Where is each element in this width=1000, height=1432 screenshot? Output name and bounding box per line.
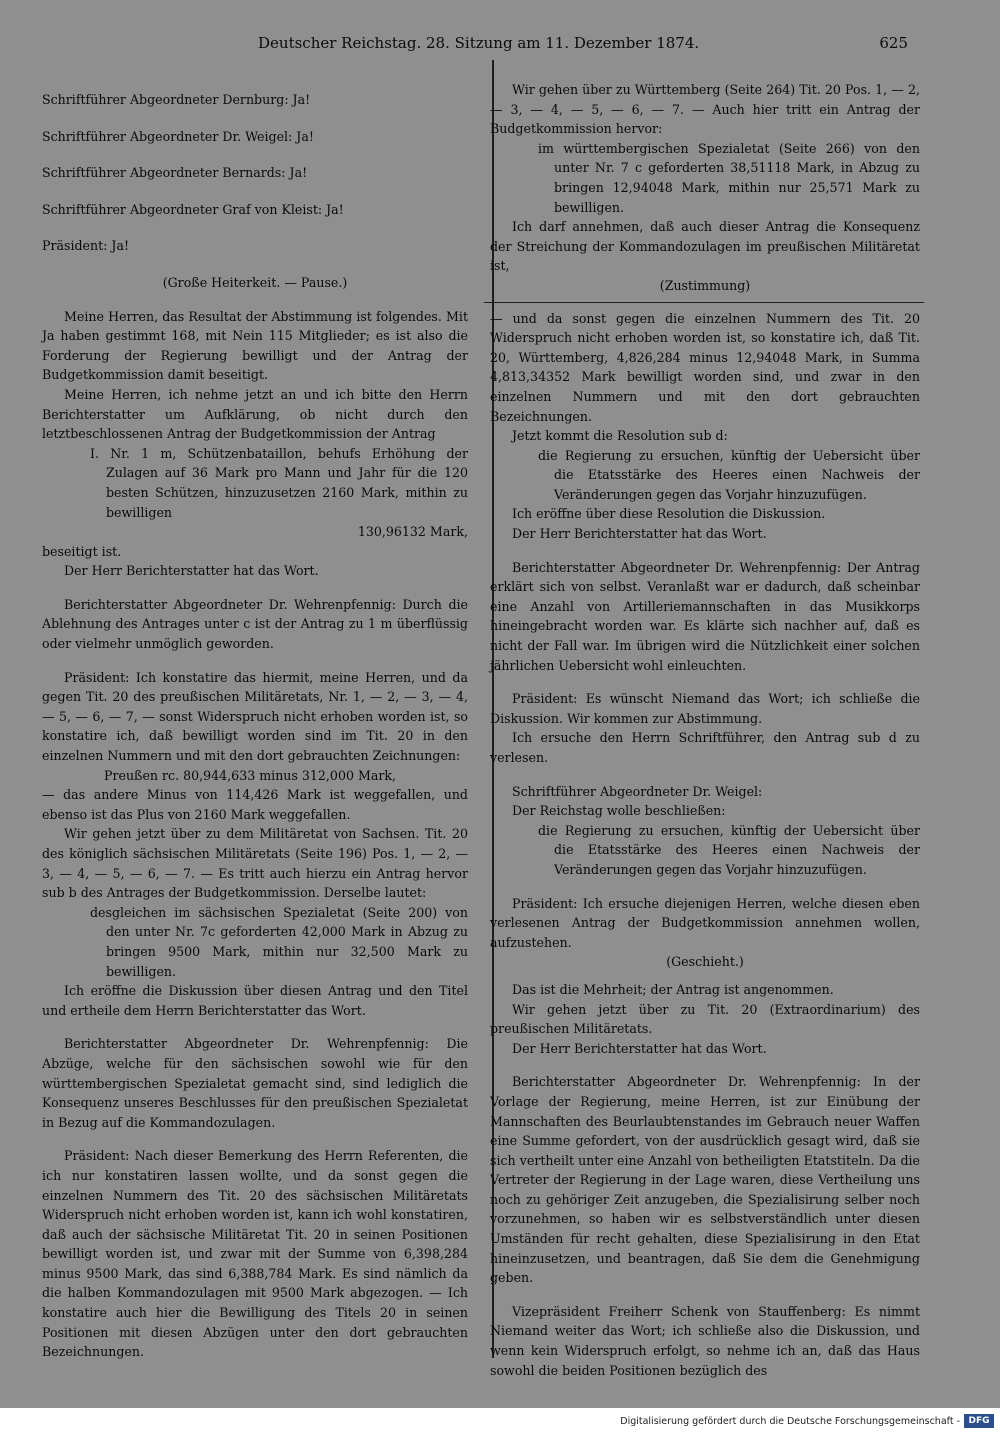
paragraph: Das ist die Mehrheit; der Antrag ist angenommen. — [512, 981, 834, 997]
separator-rule — [484, 302, 924, 303]
paragraph: die Regierung zu ersuchen, künftig der Uebersicht über die Etatsstärke des Heeres einen Nachweis der Veränderungen gegen das Vorjahr hinzuzufügen. — [538, 822, 920, 877]
paragraph: Schriftführer Abgeordneter Dr. Weigel: Ja! — [42, 128, 314, 144]
paragraph: Schriftführer Abgeordneter Bernards: Ja! — [42, 165, 308, 181]
paragraph: Schriftführer Abgeordneter Dr. Weigel: — [512, 783, 763, 799]
paragraph: Meine Herren, ich nehme jetzt an und ich bitte den Herrn Berichterstatter um Aufklärung, ob nicht durch den letztbeschlossenen Antrag der Budgetkommission der Antrag — [42, 386, 468, 442]
paragraph: Der Herr Berichterstatter hat das Wort. — [512, 526, 767, 542]
paragraph: Schriftführer Abgeordneter Dernburg: Ja! — [42, 92, 311, 107]
paragraph: Wir gehen jetzt über zu Tit. 20 (Extraordinarium) des preußischen Militäretats. — [490, 1001, 920, 1037]
paragraph: (Geschieht.) — [666, 954, 744, 970]
paragraph: Präsident: Nach dieser Bemerkung des Herrn Referenten, die ich nur konstatiren lassen wollte, und da sonst gegen die einzelnen Nummern des Tit. 20 des sächsischen Militäretats Widerspruch nicht erhoben worden ist, kann ich wohl konstatiren, daß auch der sächsische Militäretat Tit. 20 in seinen Positionen bewilligt worden ist, und zwar mit der Summe von 6,398,284 minus 9500 Mark, das sind 6,388,784 Mark. Es sind nämlich da die halben Kommandozulagen mit 9500 Mark abgezogen. — Ich konstatire auch hier die Bewilligung des Titels 20 in seinen Positionen mit diesen Abzügen unter den dort gebrauchten Bezeichnungen. — [42, 1148, 468, 1360]
paragraph: Schriftführer Abgeordneter Graf von Kleist: Ja! — [42, 201, 344, 217]
paragraph: (Zustimmung) — [659, 277, 751, 293]
paragraph: Berichterstatter Abgeordneter Dr. Wehrenpfennig: Die Abzüge, welche für den sächsischen sowohl wie für den württembergischen Spezialetat gemacht sind, sind lediglich die Konsequenz unseres Beschlusses für den preußischen Spezialetat in Bezug auf die Kommandozulagen. — [42, 1036, 468, 1130]
paragraph: Der Herr Berichterstatter hat das Wort. — [512, 1040, 767, 1056]
paragraph: Präsident: Ich konstatire das hiermit, meine Herren, und da gegen Tit. 20 des preußischen Militäretats, Nr. 1, — 2, — 3, — 4, — 5, — 6, — 7, — sonst Widerspruch nicht erhoben worden ist, so konstatire ich, daß bewilligt worden sind im Tit. 20 in den einzelnen Nummern und mit den dort gebrauchten Zeichnungen: — [42, 669, 468, 764]
paragraph: Berichterstatter Abgeordneter Dr. Wehrenpfennig: Der Antrag erklärt sich von selbst. Veranlaßt war er dadurch, daß scheinbar eine Anzahl von Artilleriemannschaften in das Musikkorps hineingebracht worden war. Es klärte sich nachher auf, daß es nicht der Fall war. Im übrigen wird die Nützlichkeit einer solchen jährlichen Uebersicht wohl einleuchten. — [490, 559, 920, 673]
paragraph: Der Herr Berichterstatter hat das Wort. — [64, 563, 319, 579]
left-column — [42, 90, 468, 1362]
paragraph: Wir gehen jetzt über zu dem Militäretat von Sachsen. Tit. 20 des königlich sächsischen Militäretats (Seite 196) Pos. 1, — 2, — 3, — 4, — 5, — 6, — 7. — Es tritt auch hierzu ein Antrag hervor sub b des Antrages der Budgetkommission. Derselbe lautet: — [42, 826, 468, 901]
right-column — [490, 80, 920, 1380]
paragraph: — und da sonst gegen die einzelnen Nummern des Tit. 20 Widerspruch nicht erhoben worden ist, so konstatire ich, daß Tit. 20, Württemberg, 4,826,284 minus 12,94048 Mark, in Summa 4,813,34352 Mark bewilligt worden sind, und zwar in den einzelnen Nummern und mit den dort gebrauchten Bezeichnungen. — [490, 310, 920, 424]
footer — [0, 1414, 1000, 1432]
paragraph: (Große Heiterkeit. — Pause.) — [162, 274, 348, 290]
paragraph: Preußen rc. 80,944,633 minus 312,000 Mark, — [104, 767, 397, 783]
paragraph: Ich darf annehmen, daß auch dieser Antrag die Konsequenz der Streichung der Kommandozulagen im preußischen Militäretat ist, — [490, 219, 920, 274]
running-title: Deutscher Reichstag. 28. Sitzung am 11. Dezember 1874. — [258, 34, 700, 52]
dfg-logo: DFG — [964, 1414, 994, 1428]
paragraph: Der Reichstag wolle beschließen: — [512, 803, 726, 819]
paragraph: Wir gehen über zu Württemberg (Seite 264) Tit. 20 Pos. 1, — 2, — 3, — 4, — 5, — 6, — 7. — Auch hier tritt ein Antrag der Budgetkommission hervor: — [490, 82, 920, 137]
paragraph: Meine Herren, das Resultat der Abstimmung ist folgendes. Mit Ja haben gestimmt 168, mit Nein 115 Mitglieder; es ist also die Forderung der Regierung bewilligt und der Antrag der Budgetkommission damit beseitigt. — [42, 308, 468, 383]
page-number: 625 — [879, 34, 908, 52]
paragraph: im württembergischen Spezialetat (Seite 266) von den unter Nr. 7 c geforderten 38,51118 Mark, in Abzug zu bringen 12,94048 Mark, mithin nur 25,571 Mark zu bewilligen. — [538, 140, 920, 215]
paragraph: Berichterstatter Abgeordneter Dr. Wehrenpfennig: In der Vorlage der Regierung, meine Herren, ist zur Einübung der Mannschaften des Beurlaubtenstandes im Gebrauch neuer Waffen eine Summe gefordert, von der ausdrücklich gesagt wird, daß sie sich vertheilt unter eine Anzahl von betheiligten Etatstiteln. Da die Vertreter der Regierung in der Lage waren, diese Vertheilung uns noch zu gehöriger Zeit anzugeben, die Spezialisirung selber noch vorzunehmen, so haben wir es selbstverständlich unter diesen Umständen für recht gehalten, diese Spezialisirung in den Etat hineinzusetzen, und beantragen, daß Sie dem die Genehmigung geben. — [490, 1074, 920, 1286]
paragraph: Präsident: Ja! — [42, 238, 130, 254]
page-header — [0, 34, 1000, 58]
paragraph: Vizepräsident Freiherr Schenk von Stauffenberg: Es nimmt Niemand weiter das Wort; ich schließe also die Diskussion, und wenn kein Widerspruch erfolgt, so nehme ich an, daß das Haus sowohl die beiden Positionen bezüglich des — [490, 1303, 920, 1378]
paragraph: Präsident: Es wünscht Niemand das Wort; ich schließe die Diskussion. Wir kommen zur Abstimmung. — [490, 691, 920, 726]
funding-credit: Digitalisierung gefördert durch die Deutsche Forschungsgemeinschaft - — [620, 1416, 960, 1427]
paragraph: beseitigt ist. — [42, 543, 122, 559]
paragraph: I. Nr. 1 m, Schützenbataillon, behufs Erhöhung der Zulagen auf 36 Mark pro Mann und Jahr für die 120 besten Schützen, hinzuzusetzen 2160 Mark, mithin zu bewilligen — [90, 445, 468, 520]
paragraph: 130,96132 Mark, — [357, 524, 468, 540]
paragraph: Präsident: Ich ersuche diejenigen Herren, welche diesen eben verlesenen Antrag der Budgetkommission annehmen wollen, aufzustehen. — [490, 895, 920, 950]
paragraph: desgleichen im sächsischen Spezialetat (Seite 200) von den unter Nr. 7c geforderten 42,000 Mark in Abzug zu bringen 9500 Mark, mithin nur 32,500 Mark zu bewilligen. — [90, 904, 468, 979]
paragraph: Ich eröffne die Diskussion über diesen Antrag und den Titel und ertheile dem Herrn Berichterstatter das Wort. — [42, 983, 468, 1018]
paragraph: — das andere Minus von 114,426 Mark ist weggefallen, und ebenso ist das Plus von 2160 Mark weggefallen. — [42, 787, 468, 822]
paragraph: Ich eröffne über diese Resolution die Diskussion. — [512, 506, 826, 522]
paragraph: Jetzt kommt die Resolution sub d: — [512, 428, 728, 444]
paragraph: die Regierung zu ersuchen, künftig der Uebersicht über die Etatsstärke des Heeres einen Nachweis der Veränderungen gegen das Vorjahr hinzuzufügen. — [538, 447, 920, 502]
paragraph: Berichterstatter Abgeordneter Dr. Wehrenpfennig: Durch die Ablehnung des Antrages unter c ist der Antrag zu 1 m überflüssig oder vielmehr unmöglich geworden. — [42, 596, 468, 652]
paragraph: Ich ersuche den Herrn Schriftführer, den Antrag sub d zu verlesen. — [490, 730, 920, 765]
